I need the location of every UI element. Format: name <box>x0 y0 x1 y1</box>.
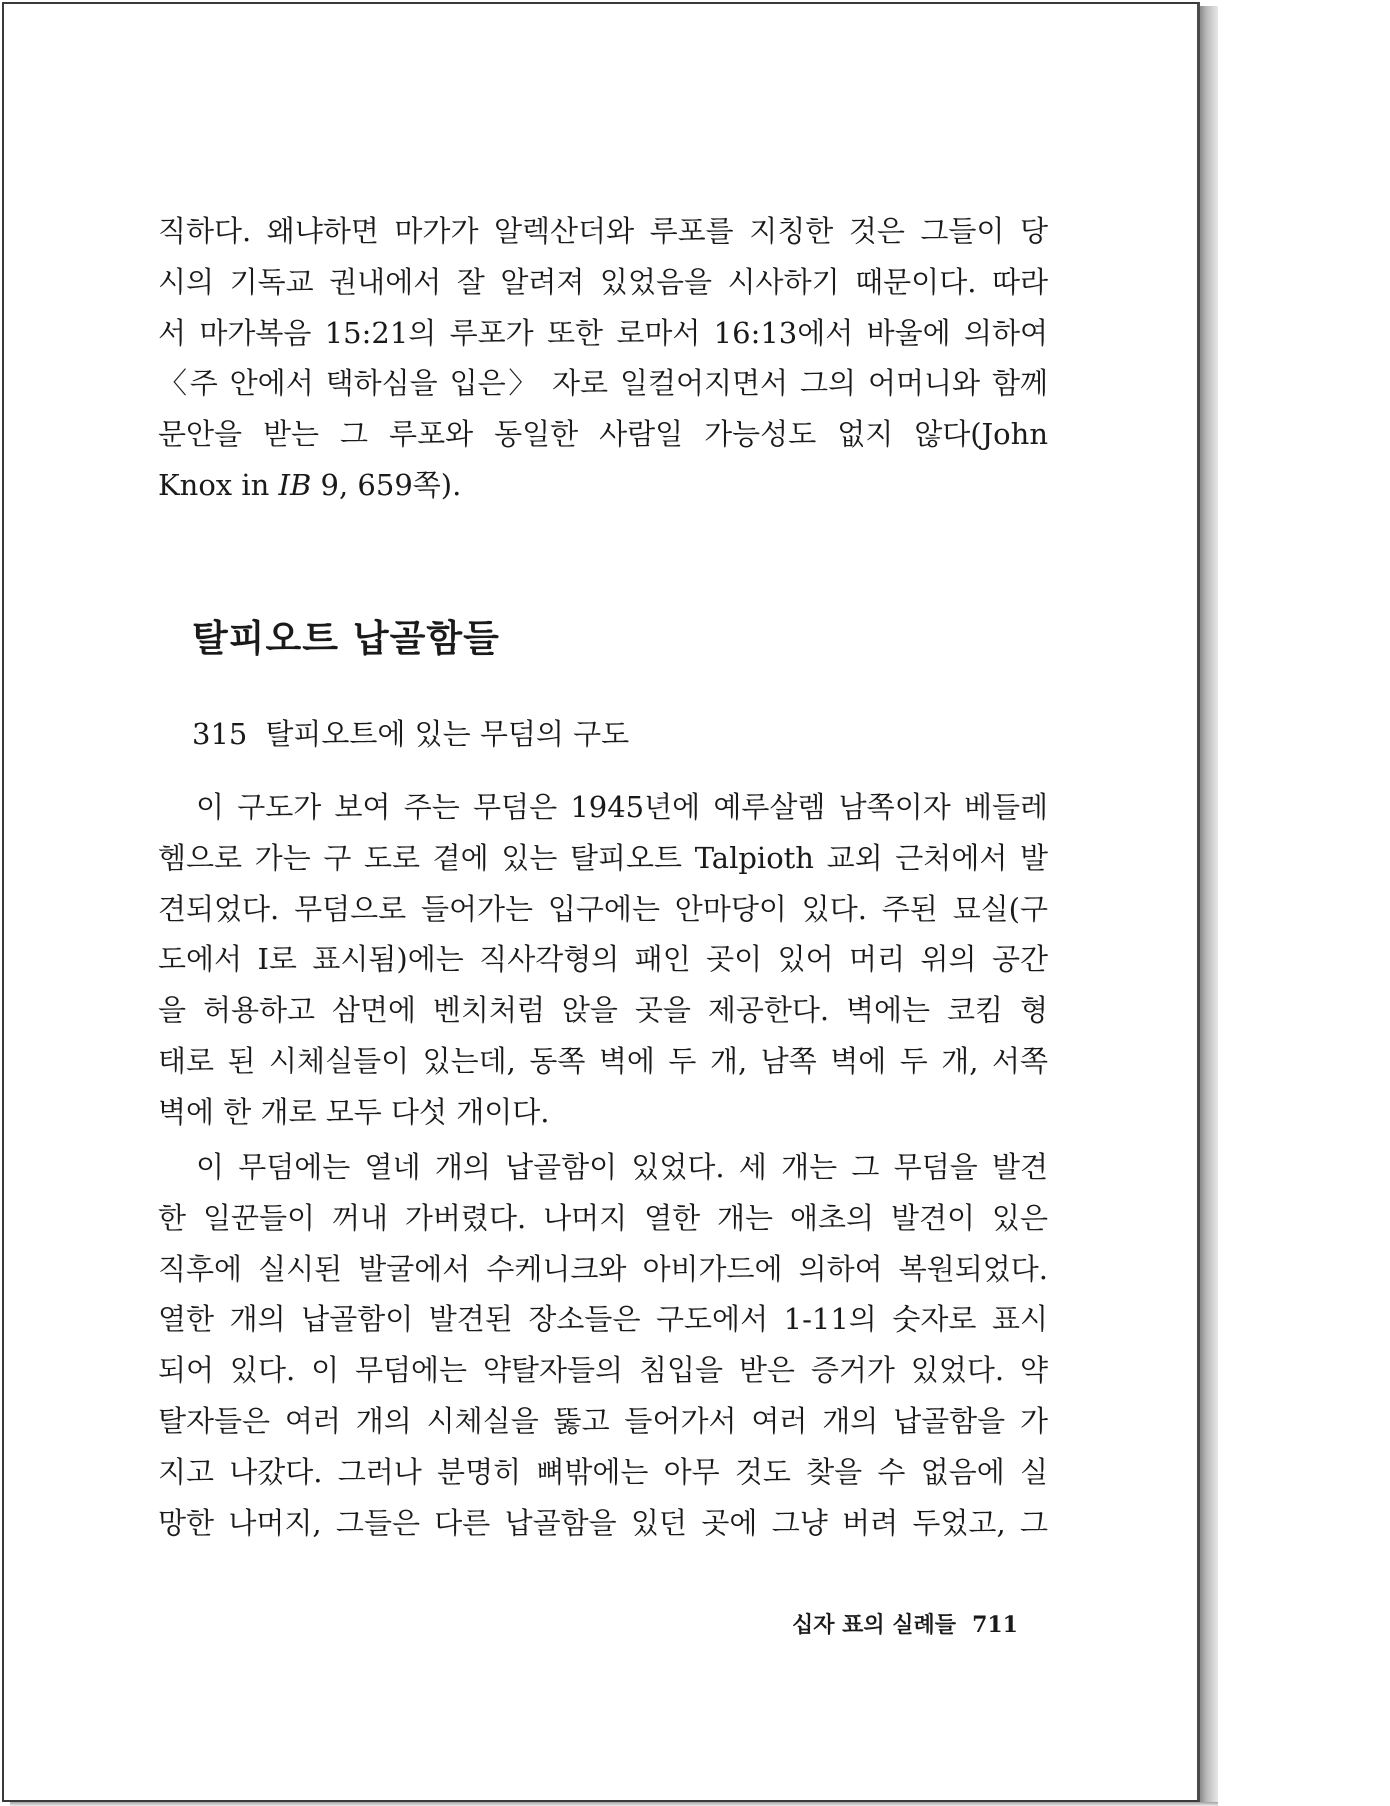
text-line: 한 일꾼들이 꺼내 가버렸다. 나머지 열한 개는 애초의 발견이 있은 <box>158 1200 1048 1235</box>
section-heading: 탈피오트 납골함들 <box>192 617 500 660</box>
text-line: 〈주 안에서 택하심을 입은〉 자로 일컬어지면서 그의 어머니와 함께 <box>158 366 1048 401</box>
text-line: 헴으로 가는 구 도로 곁에 있는 탈피오트 Talpioth 교외 근처에서 발 <box>158 840 1048 875</box>
text-line: 열한 개의 납골함이 발견된 장소들은 구도에서 1-11의 숫자로 표시 <box>158 1302 1048 1337</box>
page-footer <box>784 1608 1018 1639</box>
text-line: 지고 나갔다. 그러나 분명히 뼈밖에는 아무 것도 찾을 수 없음에 실 <box>158 1454 1048 1489</box>
paragraph-continued <box>158 206 1048 511</box>
running-title: 십자 표의 실례들 <box>791 1613 957 1638</box>
text-line: 태로 된 시체실들이 있는데, 동쪽 벽에 두 개, 남쪽 벽에 두 개, 서쪽 <box>158 1043 1048 1078</box>
text-line: 직하다. 왜냐하면 마가가 알렉산더와 루포를 지칭한 것은 그들이 당 <box>158 214 1048 248</box>
page-number: 711 <box>972 1612 1018 1638</box>
text-line: 이 구도가 보여 주는 무덤은 1945년에 예루살렘 남쪽이자 베들레 <box>196 790 1048 824</box>
figure-caption-text: 탈피오트에 있는 무덤의 구도 <box>265 717 630 751</box>
text-line: 을 허용하고 삼면에 벤치처럼 앉을 곳을 제공한다. 벽에는 코킴 형 <box>158 993 1048 1028</box>
page-bottom-shadow <box>10 1802 1218 1806</box>
citation-author: Knox in <box>158 467 279 502</box>
paragraph-tomb-layout <box>158 782 1048 1138</box>
page-edge-shadow <box>1200 6 1218 1806</box>
text-line: 서 마가복음 15:21의 루포가 또한 로마서 16:13에서 바울에 의하여 <box>158 315 1048 350</box>
figure-caption <box>192 712 629 753</box>
text-line: 시의 기독교 권내에서 잘 알려져 있었음을 시사하기 때문이다. 따라 <box>158 264 1048 299</box>
text-line: 직후에 실시된 발굴에서 수케니크와 아비가드에 의하여 복원되었다. <box>158 1251 1048 1286</box>
citation-source: IB <box>278 467 312 502</box>
citation-line <box>158 460 1048 511</box>
citation-page: 9, 659쪽). <box>311 467 462 502</box>
text-line: 견되었다. 무덤으로 들어가는 입구에는 안마당이 있다. 주된 묘실(구 <box>158 891 1048 926</box>
figure-number: 315 <box>192 717 248 751</box>
text-line: 벽에 한 개로 모두 다섯 개이다. <box>158 1094 550 1129</box>
book-page <box>2 2 1200 1802</box>
text-line: 이 무덤에는 열네 개의 납골함이 있었다. 세 개는 그 무덤을 발견 <box>196 1150 1048 1184</box>
text-line: 도에서 I로 표시됨)에는 직사각형의 패인 곳이 있어 머리 위의 공간 <box>158 942 1048 977</box>
text-line: 망한 나머지, 그들은 다른 납골함을 있던 곳에 그냥 버려 두었고, 그 <box>158 1505 1048 1540</box>
text-line: 탈자들은 여러 개의 시체실을 뚫고 들어가서 여러 개의 납골함을 가 <box>158 1403 1048 1438</box>
text-line: 되어 있다. 이 무덤에는 약탈자들의 침입을 받은 증거가 있었다. 약 <box>158 1353 1048 1388</box>
text-line: 문안을 받는 그 루포와 동일한 사람일 가능성도 없지 않다(John <box>158 417 1048 452</box>
paragraph-ossuaries <box>158 1142 1048 1548</box>
